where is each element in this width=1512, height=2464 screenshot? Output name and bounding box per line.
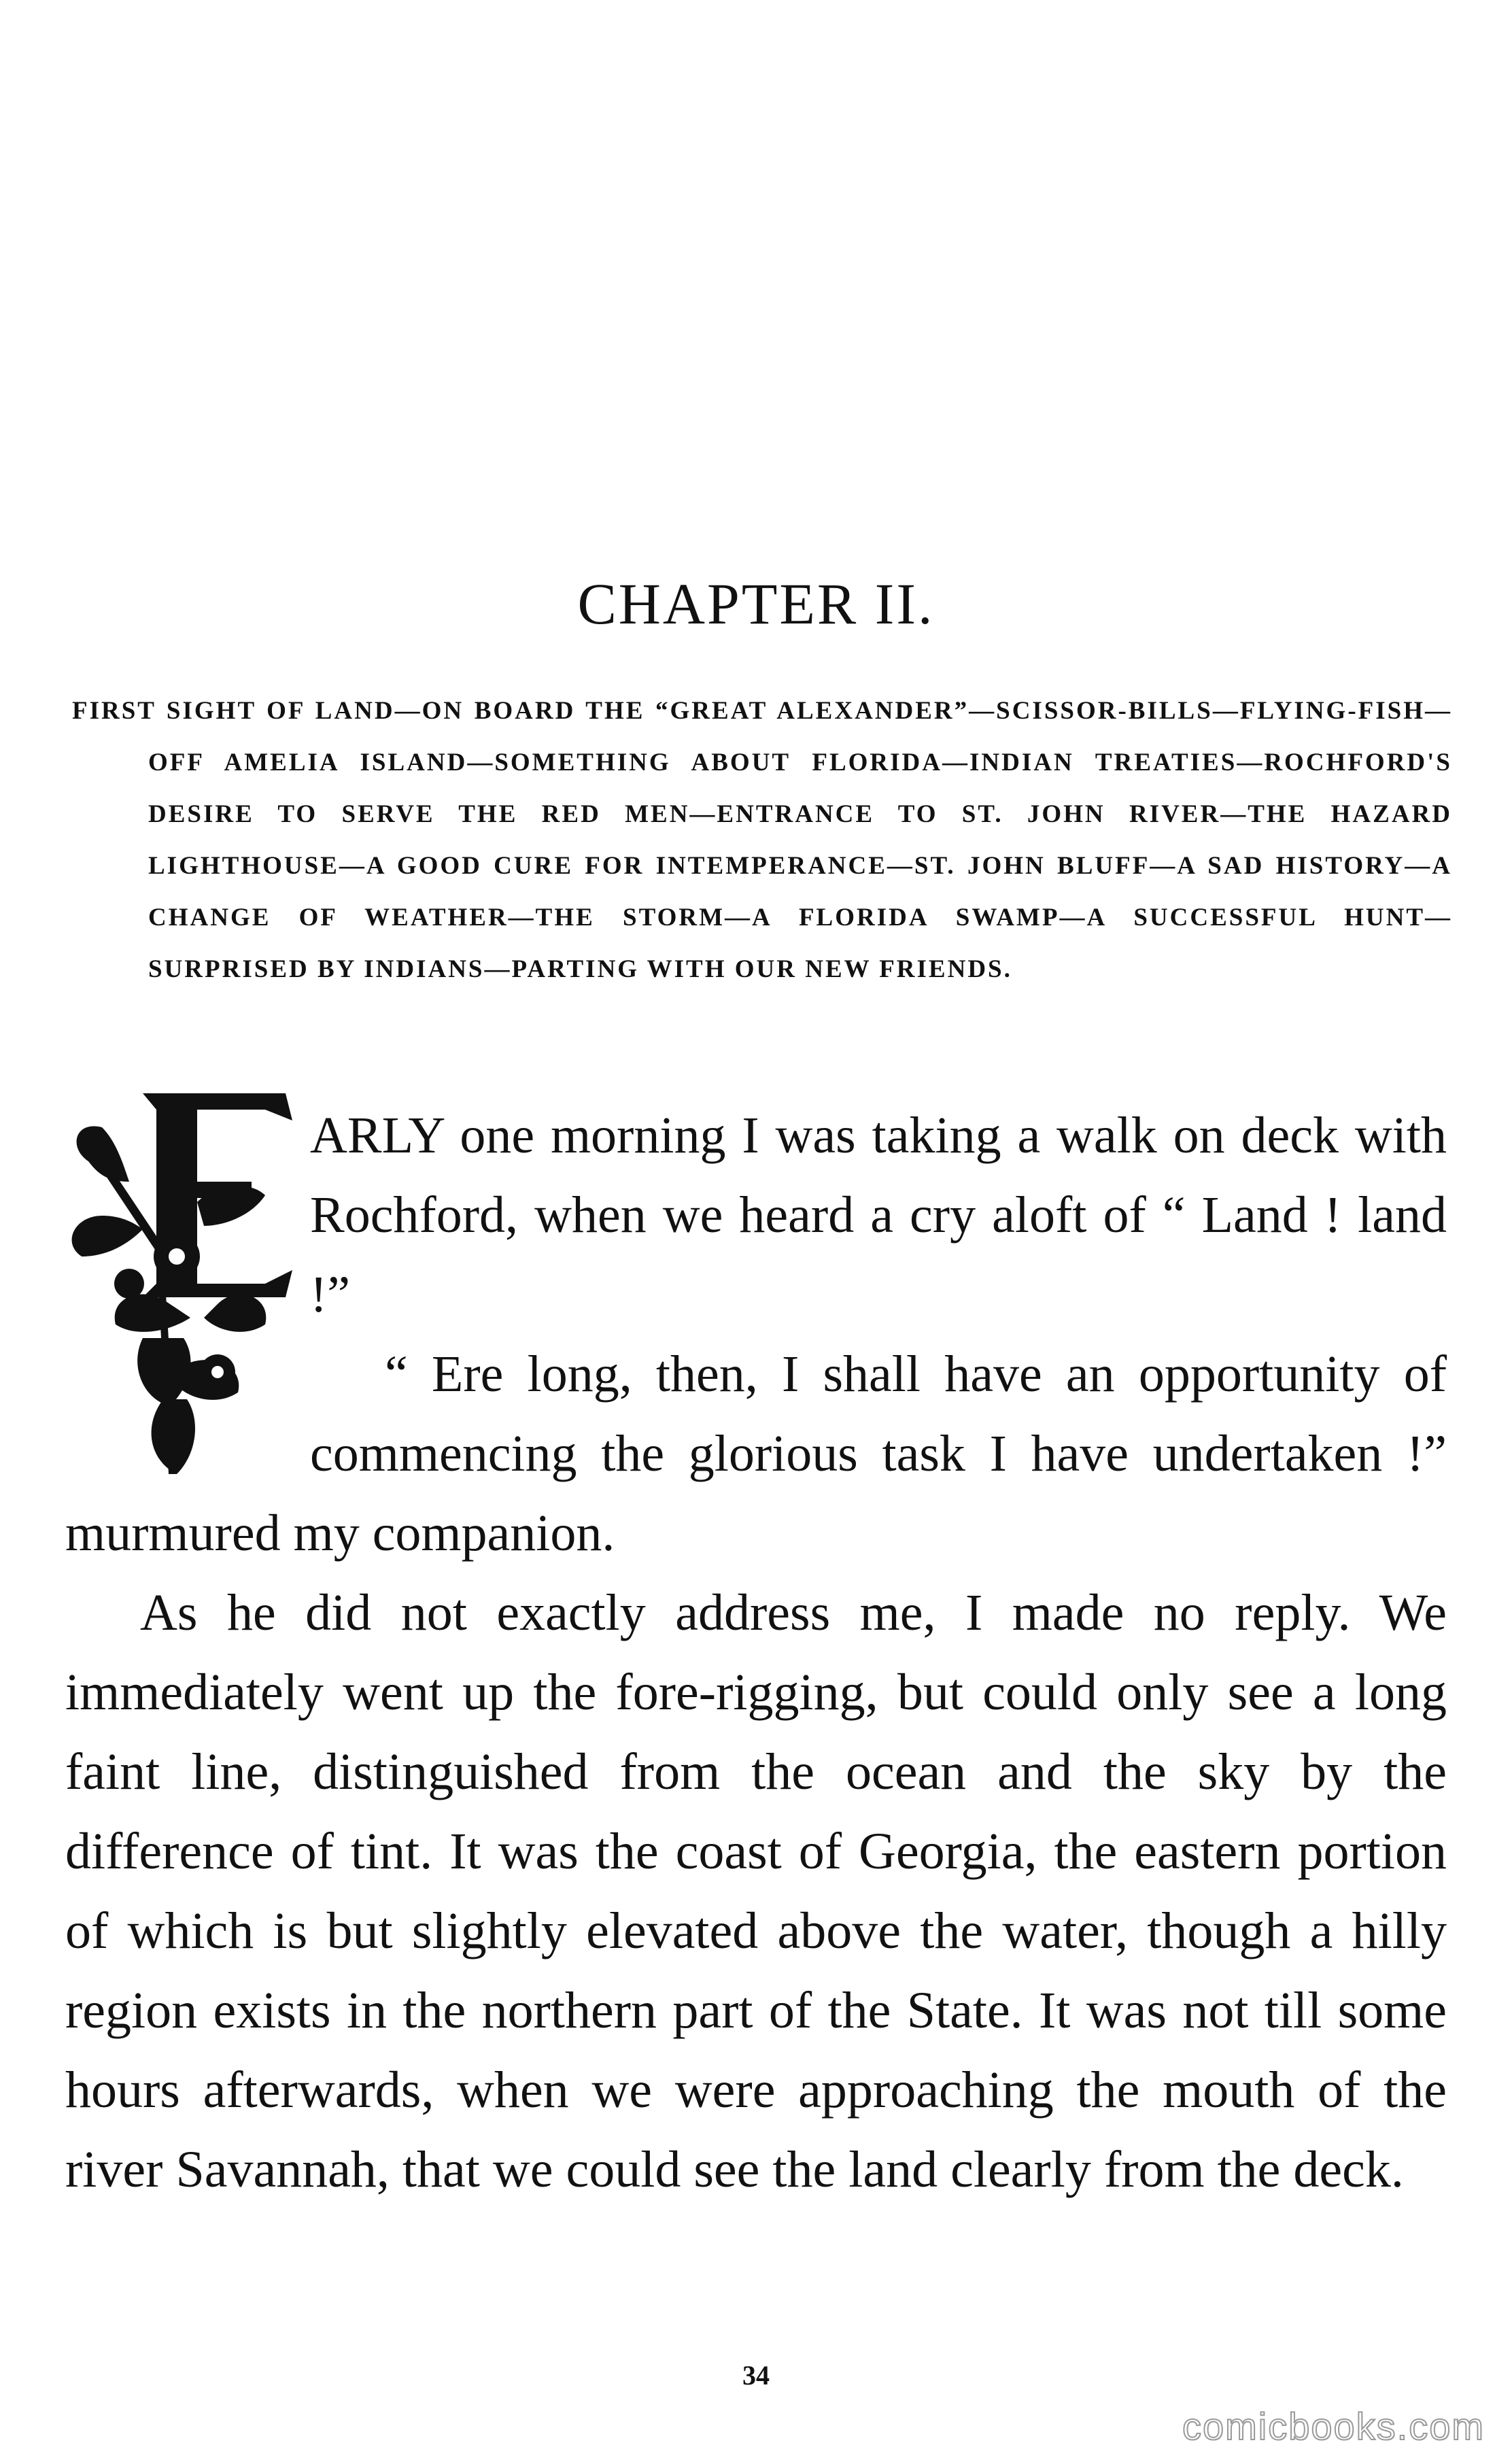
- chapter-title: CHAPTER II.: [577, 571, 935, 636]
- decorative-initial-e: [61, 1080, 299, 1479]
- page-number: 34: [742, 2360, 770, 2391]
- paragraph-1: ARLY one morning I was taking a walk on deck with Rochford, when we heard a cry aloft of “ Land ! land !”: [310, 1107, 1447, 1323]
- chapter-body: [65, 1096, 1447, 2210]
- paragraph-2: “ Ere long, then, I shall have an opportunity of commencing the glorious task I have undertaken !” murmured my companion.: [65, 1346, 1447, 1562]
- paragraph-3: As he did not exactly address me, I made no reply. We immediately went up the fore-rigging, but could only see a long faint line, distinguished from the ocean and the sky by the difference of tint. It was the coast of Georgia, the eastern portion of which is but slightly elevated above the water, though a hilly region exists in the northern part of the State. It was not till some hours afterwards, when we were approaching the mouth of the river Savannah, that we could see the land clearly from the deck.: [65, 1584, 1447, 2198]
- floral-dropcap-icon: [61, 1080, 299, 1479]
- chapter-synopsis: FIRST SIGHT OF LAND—ON BOARD THE “GREAT ALEXANDER”—SCISSOR-BILLS—FLYING-FISH—OFF AMELIA ISLAND—SOMETHING ABOUT FLORIDA—INDIAN TREATIES—ROCHFORD'S DESIRE TO SERVE THE RED MEN—ENTRANCE TO ST. JOHN RIVER—THE HAZARD LIGHTHOUSE—A GOOD CURE FOR INTEMPERANCE—ST. JOHN BLUFF—A SAD HISTORY—A CHANGE OF WEATHER—THE STORM—A FLORIDA SWAMP—A SUCCESSFUL HUNT—SURPRISED BY INDIANS—PARTING WITH OUR NEW FRIENDS.: [72, 697, 1452, 983]
- watermark: comicbooks.com: [1182, 2405, 1485, 2448]
